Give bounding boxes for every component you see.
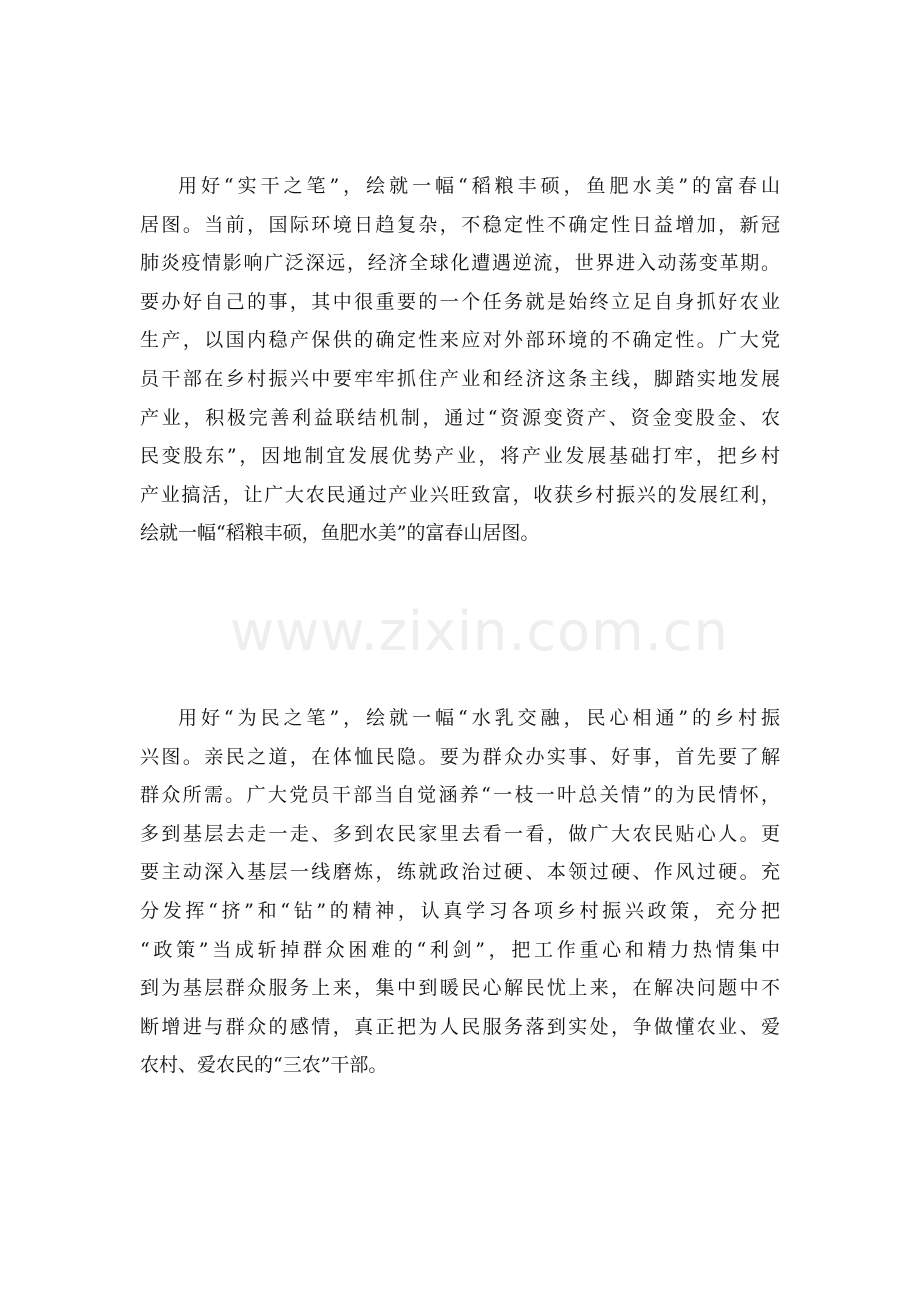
paragraph-line: 群众所需。广大党员干部当自觉涵养“一枝一叶总关情”的为民情怀， [140,784,780,807]
paragraph-line: “政策”当成斩掉群众困难的“利剑”，把工作重心和精力热情集中 [140,938,780,961]
paragraph-line: 产业，积极完善利益联结机制，通过“资源变资产、资金变股金、农 [140,406,780,429]
paragraph-line: 要主动深入基层一线磨炼，练就政治过硬、本领过硬、作风过硬。充 [140,861,780,884]
paragraph-line: 要办好自己的事，其中很重要的一个任务就是始终立足自身抓好农业 [140,290,780,313]
paragraph-line: 农村、爱农民的“三农”干部。 [140,1054,388,1077]
paragraph-1 [140,167,780,553]
paragraph-line: 多到基层去走一走、多到农民家里去看一看，做广大农民贴心人。更 [140,822,780,845]
paragraph-line: 肺炎疫情影响广泛深远，经济全球化遭遇逆流，世界进入动荡变革期。 [140,252,780,275]
paragraph-line: 绘就一幅“稻粮丰硕，鱼肥水美”的富春山居图。 [140,522,540,545]
paragraph-line: 断增进与群众的感情，真正把为人民服务落到实处，争做懂农业、爱 [140,1015,780,1038]
paragraph-line: 分发挥“挤”和“钻”的精神，认真学习各项乡村振兴政策，充分把 [140,899,780,922]
paragraph-line: 民变股东”，因地制宜发展优势产业，将产业发展基础打牢，把乡村 [140,445,780,468]
paragraph-line: 生产，以国内稳产保供的确定性来应对外部环境的不确定性。广大党 [140,329,780,352]
paragraph-line: 产业搞活，让广大农民通过产业兴旺致富，收获乡村振兴的发展红利， [140,483,780,506]
paragraph-line: 用好“为民之笔”，绘就一幅“水乳交融，民心相通”的乡村振 [178,707,780,729]
paragraph-line: 到为基层群众服务上来，集中到暖民心解民忧上来，在解决问题中不 [140,977,780,1000]
paragraph-line: 兴图。亲民之道，在体恤民隐。要为群众办实事、好事，首先要了解 [140,745,780,768]
paragraph-2 [140,699,780,1085]
watermark: www.zixin.com.cn [230,600,729,663]
paragraph-line: 居图。当前，国际环境日趋复杂，不稳定性不确定性日益增加，新冠 [140,213,780,236]
paragraph-line: 员干部在乡村振兴中要牢牢抓住产业和经济这条主线，脚踏实地发展 [140,367,780,390]
paragraph-line: 用好“实干之笔”，绘就一幅“稻粮丰硕，鱼肥水美”的富春山 [178,175,780,197]
